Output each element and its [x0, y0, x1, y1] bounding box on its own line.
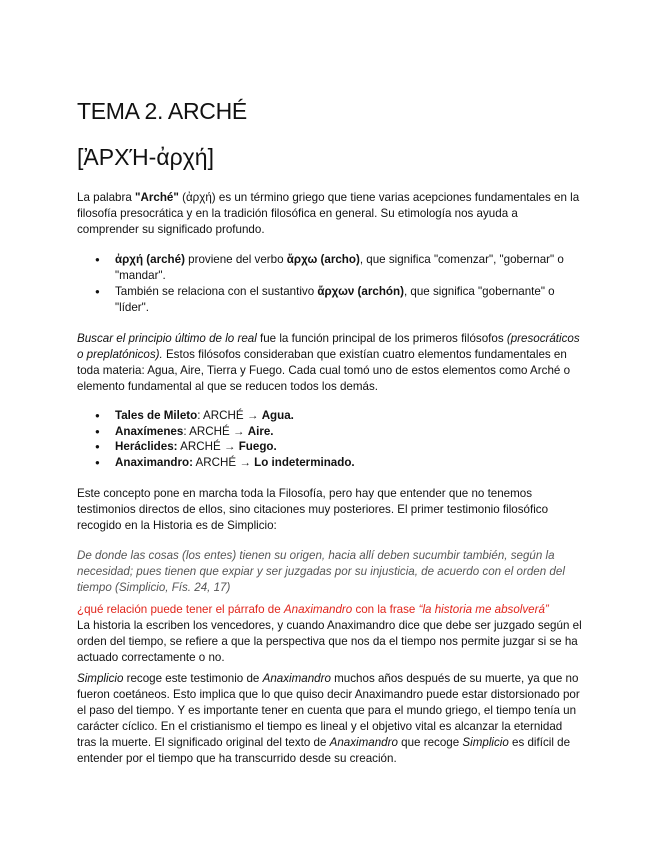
answer-paragraph: La historia la escriben los vencedores, y cuando Anaximandro dice que debe ser juzgado según el orden del tiempo, se refiere a que la perspectiva que nos da el tiempo nos permite juzgar si se ha actuado correctamente o no.	[77, 619, 582, 664]
philosophers-list	[77, 408, 582, 470]
list-item: ● Tales de Mileto: ARCHÉ → Agua.	[77, 408, 582, 424]
intro-paragraph: La palabra "Arché" (ἀρχή) es un término griego que tiene varias acepciones fundamentales en la filosofía presocrática y en la tradición filosófica en general. Su etimología nos ayuda a comprender su significado profundo.	[77, 191, 580, 236]
page-title: TEMA 2. ARCHÉ	[77, 98, 247, 124]
list-item: ● ἀρχή (arché) proviene del verbo ἄρχω (archo), que significa "comenzar", "gobernar" o "mandar".	[77, 252, 582, 284]
etymology-list	[77, 252, 582, 316]
list-item: ● Heráclides: ARCHÉ → Fuego.	[77, 439, 582, 455]
simplicio-quote: De donde las cosas (los entes) tienen su origen, hacia allí deben sucumbir también, según la necesidad; pues tienen que expiar y ser juzgadas por su injusticia, de acuerdo con el orden del tiempo (Simplicio, Fís. 24, 17)	[77, 549, 565, 594]
question-line: ¿qué relación puede tener el párrafo de Anaximandro con la frase “la historia me absolverá”	[77, 603, 549, 616]
page-subtitle: [ἈΡΧΉ-ἀρχή]	[77, 144, 214, 170]
list-item: ● También se relaciona con el sustantivo ἄρχων (archón), que significa "gobernante" o "líder".	[77, 284, 582, 316]
final-paragraph: Simplicio recoge este testimonio de Anaximandro muchos años después de su muerte, ya que no fueron coetáneos. Esto implica que lo que quiso decir Anaximandro puede estar distorsionado por el paso del tiempo. Y es importante tener en cuenta que para el mundo griego, el tiempo tenía un carácter cíclico. En el cristianismo el tiempo es lineal y el objetivo vital es alcanzar la eternidad tras la muerte. El significado original del texto de Anaximandro que recoge Simplicio es difícil de entender por el tiempo que ha transcurrido desde su creación.	[77, 672, 580, 765]
list-item: ● Anaximandro: ARCHÉ → Lo indeterminado.	[77, 455, 582, 471]
list-item: ● Anaxímenes: ARCHÉ → Aire.	[77, 424, 582, 440]
arche-term: "Arché"	[135, 191, 179, 204]
concept-paragraph: Este concepto pone en marcha toda la Filosofía, pero hay que entender que no tenemos testimonios directos de ellos, sino citaciones muy posteriores. El primer testimonio filosófico recogido en la Historia es de Simplicio:	[77, 487, 549, 532]
search-paragraph: Buscar el principio último de lo real fue la función principal de los primeros filósofos (presocráticos o preplatónicos). Estos filósofos consideraban que existían cuatro elementos fundamentales en toda materia: Agua, Aire, Tierra y Fuego. Cada cual tomó uno de estos elementos como Arché o elemento fundamental al que se reducen todos los demás.	[77, 332, 580, 393]
